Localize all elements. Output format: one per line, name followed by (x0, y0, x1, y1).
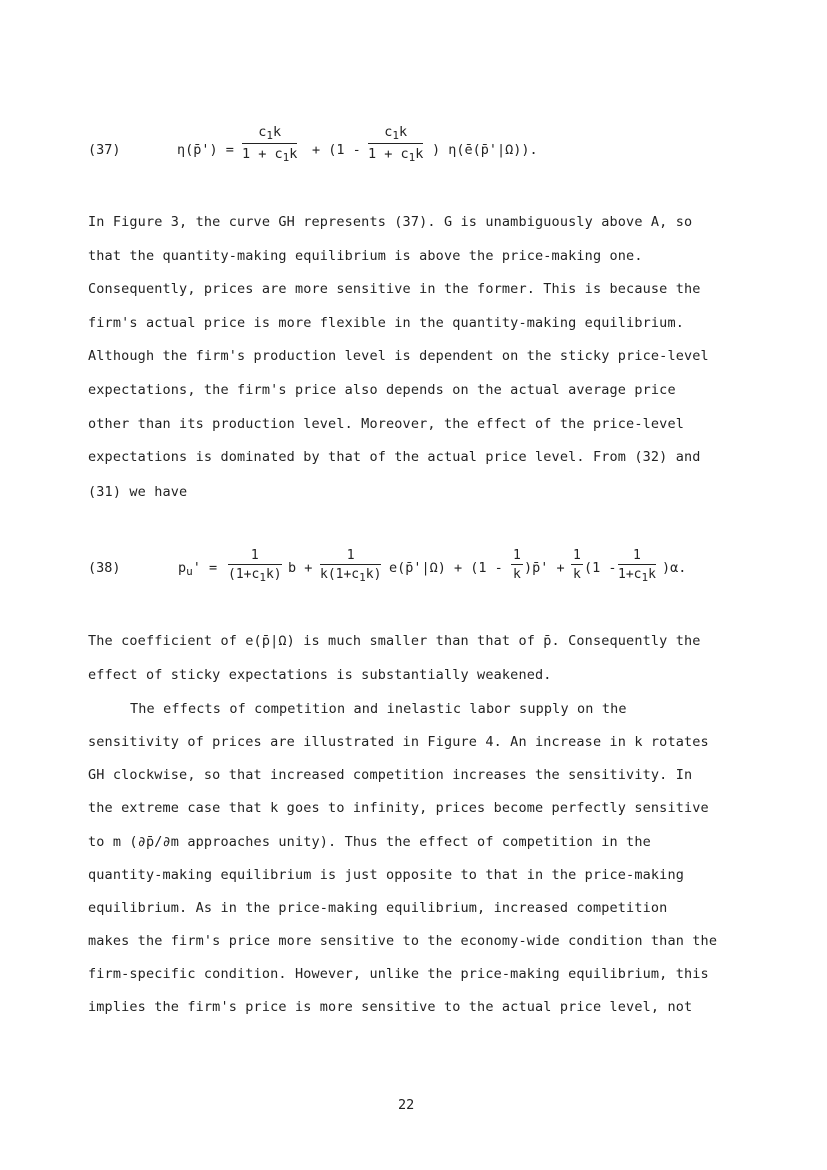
text-line: expectations, the firm's price also depends on the actual average price (88, 382, 676, 398)
text-line: to m (∂p̄/∂m approaches unity). Thus the effect of competition in the (88, 834, 651, 850)
equation-number: (38) (88, 560, 121, 576)
text-line: (31) we have (88, 484, 188, 500)
equation-lhs: η(p̄') = (177, 142, 234, 158)
text-line: implies the firm's price is more sensitive to the actual price level, not (88, 999, 693, 1015)
text-line: that the quantity-making equilibrium is above the price-making one. (88, 248, 643, 264)
equation-term: )p̄' + (524, 560, 565, 576)
text-line: other than its production level. Moreover, the effect of the price-level (88, 416, 684, 432)
fraction: 1 $1+c_1k$ (618, 548, 656, 584)
text-line: the extreme case that k goes to infinity, prices become perfectly sensitive (88, 800, 709, 816)
equation-term: + (1 - (312, 142, 361, 158)
text-line: makes the firm's price more sensitive to the economy-wide condition than the (88, 933, 718, 949)
text-line: GH clockwise, so that increased competition increases the sensitivity. In (88, 767, 693, 783)
text-line: In Figure 3, the curve GH represents (37). G is unambiguously above A, so (88, 214, 693, 230)
text-line: Consequently, prices are more sensitive in the former. This is because the (88, 281, 701, 297)
fraction: 1 $(1+c_1k)$ (228, 548, 282, 584)
text-line: firm-specific condition. However, unlike the price-making equilibrium, this (88, 966, 709, 982)
text-line: expectations is dominated by that of the actual price level. From (32) and (88, 449, 701, 465)
text-line: quantity-making equilibrium is just opposite to that in the price-making (88, 867, 684, 883)
text-line: Although the firm's production level is dependent on the sticky price-level (88, 348, 709, 364)
text-line: The coefficient of e(p̄|Ω) is much smaller than that of p̄. Consequently the (88, 633, 701, 649)
fraction: 1 k (513, 548, 521, 582)
text-line: firm's actual price is more flexible in the quantity-making equilibrium. (88, 315, 684, 331)
equation-number: (37) (88, 142, 121, 158)
equation-term: b + (288, 560, 313, 576)
equation-term: e(p̄'|Ω) + (1 - (389, 560, 503, 576)
text-line: equilibrium. As in the price-making equilibrium, increased competition (88, 900, 668, 916)
equation-term: ) η(ē(p̄'|Ω)). (432, 142, 538, 158)
fraction: $c_1k$ $1 + c_1k$ (368, 124, 424, 164)
text-line: sensitivity of prices are illustrated in Figure 4. An increase in k rotates (88, 734, 709, 750)
text-line: The effects of competition and inelastic labor supply on the (130, 701, 627, 717)
fraction: 1 k (573, 548, 581, 582)
fraction: 1 $k(1+c_1k)$ (320, 548, 382, 584)
page-number: 22 (398, 1097, 415, 1113)
fraction: $c_1k$ $1 + c_1k$ (242, 124, 298, 164)
equation-term: (1 - (584, 560, 617, 576)
equation-lhs: $p_u'$ = (178, 560, 218, 578)
text-line: effect of sticky expectations is substantially weakened. (88, 667, 552, 683)
equation-term: )α. (662, 560, 687, 576)
